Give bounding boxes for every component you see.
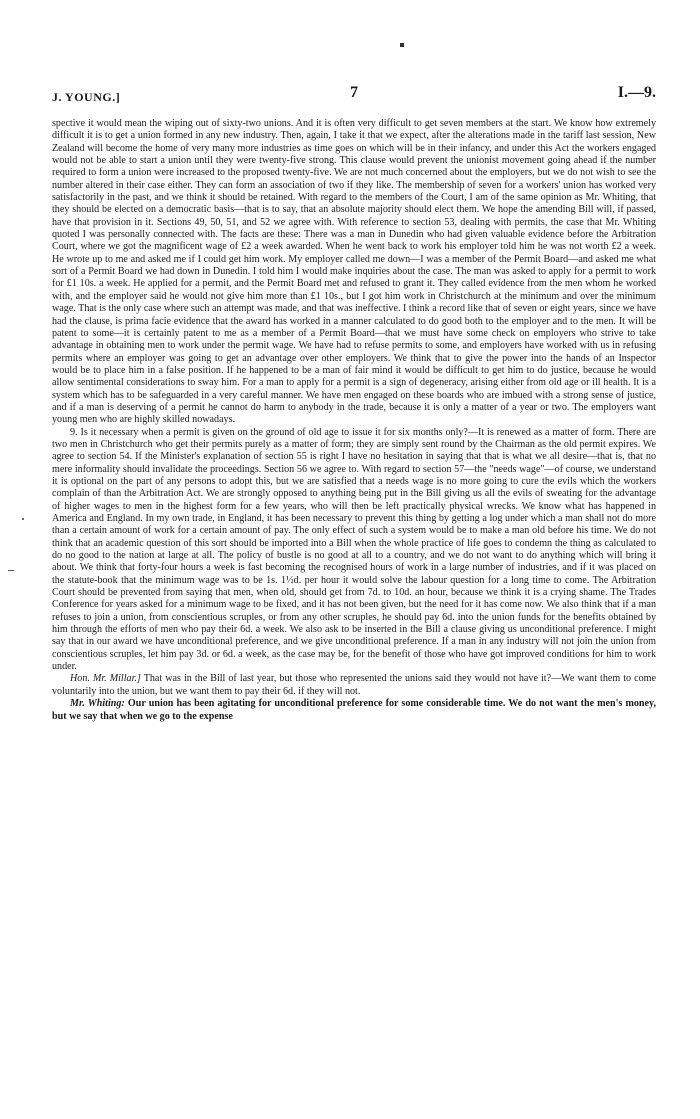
paragraph: [52, 118, 656, 427]
page-number: 7: [350, 84, 358, 101]
document-reference: I.—9.: [617, 84, 656, 101]
speaker-lead: Mr. Whiting:: [70, 698, 125, 710]
header-speaker: J. YOUNG.]: [52, 90, 121, 104]
margin-mark: [8, 570, 14, 571]
paragraph-text: 9. Is it necessary when a permit is given on the ground of old age to issue it for six months only?—It is renewed as a matter of form. There are two men in Christchurch who get their permits purely as a matter of form; they are simply sent round by the Chairman as the old permit expires. We agree to section 54. If the Minister's explanation of section 55 is right I have no hesitation in saying that that is what we all desire—that is, that no mere informality should invalidate the proceedings. Section 56 we agree to. With regard to section 57—the "needs wage"—of course, we understand it is optional on the part of any persons to adopt this, but we are satisfied that a needs wage is no more going to cure the evils which the workers complain of than the Arbitration Act. We are strongly opposed to anything being put in the Bill giving us all the evils of sweating for the advantage of higher wages to men in the highest form for a few years, who will then be left practically physical wrecks. We know what has happened in America and England. In my own trade, in England, it has been necessary to prevent this thing by getting a log under which a man shall not do more than a certain amount of work for a certain amount of pay. The only effect of such a system would be to make a man old before his time. We do not think that an academic question of this sort should be imported into a Bill when the whole practice of life goes to condemn the thing as calculated to do no good to the nation at large at all. The policy of bustle is no good at all to a country, and we do not want to do anything which will bring it about. We think that forty-four hours a week is fast becoming the recognised hours of work in a large number of industries, and if it was placed on the statute-book that the minimum wage was to be 1s. 1½d. per hour it would solve the labour question for a long time to come. The Arbitration Court should be prevented from saying that men, when old, should get from 7d. to 10d. an hour, because we think it is a crying shame. The Trades Conference for years asked for a minimum wage to be fixed, and it has not been given, but the need for it has come now. We also think that if a man refuses to join a union, from conscientious scruples, or from any other scruples, he should pay 6d. into the union funds for the benefits obtained by him through the efforts of men who pay their 6d. a week. We also ask to be inserted in the Bill a clause giving us unconditional preference. I might say that in our award we have unconditional preference, and we give unconditional preference. If a man in any industry will not join the union from conscientious scruples, let him pay 3d. or 6d. a week, as the case may be, for the benefit of those who have got improved conditions for him to work under.: [52, 426, 656, 673]
printer-mark: [400, 43, 404, 47]
body-text: [52, 118, 656, 723]
paragraph: [52, 673, 656, 698]
paragraph: [52, 698, 656, 723]
paragraph-text: spective it would mean the wiping out of sixty-two unions. And it is often very difficult to get seven members at the start. We know how extremely difficult it is to get a union formed in any new industry. Then, again, I take it that we expect, after the alterations made in the tariff last session, New Zealand will become the home of very many more industries as time goes on which will be in their infancy, and under this Act the workers engaged would not be able to start a union until they were twenty-five strong. This clause would prevent the unionist movement going ahead if the number required to form a union were increased to the proposed twenty-five. We are not much concerned about the employers, but we do not wish to see the number altered in their case either. They can form an association of two if they like. The membership of seven for a workers' union has worked very satisfactorily in the past, and we think it should be retained. With regard to the members of the Court, I am of the same opinion as Mr. Whiting, that they should be elected on a democratic basis—that is to say, that an absolute majority should elect them. We hope the amending Bill will, if passed, have that provision in it. Sections 49, 50, 51, and 52 we agree with. With reference to section 53, dealing with permits, the case that Mr. Whiting quoted I was personally connected with. The facts are these: There was a man in Dunedin who had given valuable evidence before the Arbitration Court, where we got the magnificent wage of £2 a week awarded. When he went back to work his employer told him he was not worth £2 a week. He wrote up to me and asked me if I could get him work. My employer called me down—I was a member of the Permit Board—and asked me what sort of a Permit Board we had down in Dunedin. I told him I would make inquiries about the case. The man was asked to apply for a permit to work for £1 10s. a week. He applied for a permit, and the Permit Board met and refused to grant it. They called evidence from the men whom he worked with, and the employer said he would not give him more than £1 10s., but I got him work in Christchurch at the minimum and over the minimum wage. That is the only case where such an attempt was made, and that was ineffective. I think a record like that of seven or eight years, since we have had the clause, is prima facie evidence that the award has worked in a manner calculated to do good both to the employer and to the men. It will be patent to some—it is certainly patent to me as a member of a Permit Board—that we must have some check on employers who strive to take advantage in obtaining men to work under the permit wage. We have had to refuse permits to some, and employers have worked with us in refusing permits where an employer was going to get an advantage over other employers. We think that to give the power into the hands of an Inspector would be to place him in a false position. If he happened to be a man of fair mind it would be difficult to get him to do justice, because he would allow sentimental considerations to sway him. For a man to apply for a permit is a sign of degeneracy, arising either from old age or ill health. It is a system which has to be safeguarded in a very careful manner. We have men engaged on these boards who are imbued with a strong sense of justice, and if a man is deserving of a permit he cannot do harm to anybody in the trade, because it is only a matter of a year or two. The employers want young men who are highly skilled nowadays.: [52, 118, 656, 426]
speaker-lead: Hon. Mr. Millar.]: [70, 673, 141, 685]
paragraph-text: That was in the Bill of last year, but those who represented the unions said they would not have it?—We want them to come voluntarily into the union, but we want them to pay their 6d. if they will not.: [52, 673, 656, 697]
margin-mark: [22, 518, 24, 520]
page-header: [52, 84, 656, 104]
paragraph: [52, 427, 656, 674]
paragraph-text: Our union has been agitating for unconditional preference for some considerable time. We do not want the men's money, but we say that when we go to the expense: [52, 698, 657, 722]
